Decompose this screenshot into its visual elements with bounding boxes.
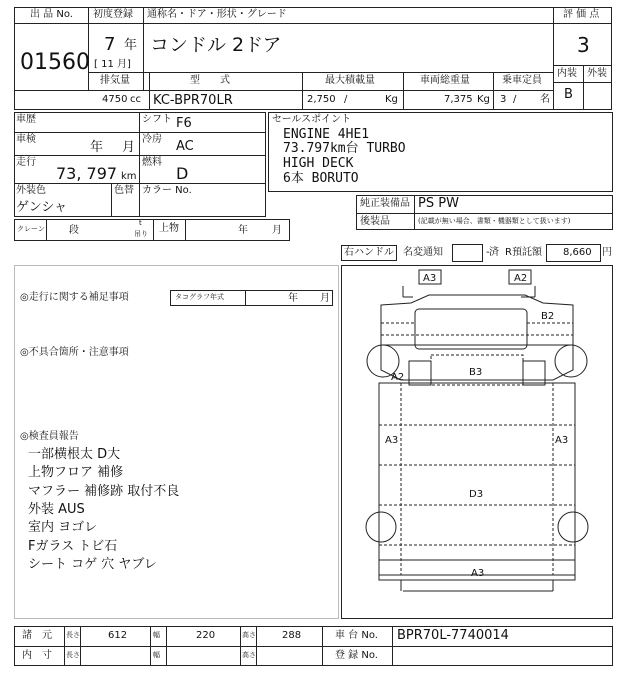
width-label: 幅 xyxy=(153,631,160,639)
inspector-line: シート コゲ 穴 ヤブレ xyxy=(28,557,157,572)
inspector-label: ◎検査員報告 xyxy=(20,431,79,442)
cap-value: 3 xyxy=(500,94,507,105)
score-value: 3 xyxy=(577,33,590,57)
score-label: 評 価 点 xyxy=(563,9,600,20)
mark-a3-bottom: A3 xyxy=(471,568,485,579)
len-label: 長さ xyxy=(66,631,80,639)
inner-width-label: 幅 xyxy=(153,651,160,659)
car-name: コンドル 2ドア xyxy=(150,34,282,56)
inspector-line: マフラー 補修跡 取付不良 xyxy=(28,484,180,499)
mark-b3: B3 xyxy=(469,367,483,378)
crane-steps: 段 xyxy=(69,225,79,236)
mark-b2: B2 xyxy=(541,311,555,322)
name-label: 通称名・ドア・形状・グレード xyxy=(147,9,287,20)
inspector-line: 外装 AUS xyxy=(28,502,85,517)
lot-label: 出 品 No. xyxy=(30,9,73,20)
mark-a3-left: A3 xyxy=(385,435,399,446)
inner-height-label: 高さ xyxy=(242,651,256,659)
mileage-unit: km xyxy=(121,171,137,182)
after-parts-label: 後装品 xyxy=(360,216,390,227)
mileage-label: 走行 xyxy=(16,157,36,168)
inspection-label: 車検 xyxy=(16,134,36,145)
crane-row xyxy=(14,219,290,241)
loading-month: 月 xyxy=(272,225,282,236)
load-value: 2,750 xyxy=(307,94,336,105)
sales-point-line: 73.797km台 TURBO xyxy=(283,141,406,156)
color-no-label: カラー No. xyxy=(142,185,192,196)
r-mileage-value: 8,660 xyxy=(563,247,592,258)
color-label: 外装色 xyxy=(16,185,46,196)
ac-value: AC xyxy=(176,139,194,154)
ac-label: 冷房 xyxy=(142,134,162,145)
sales-point-line: ENGINE 4HE1 xyxy=(283,127,370,142)
r-mileage-label: R預託額 xyxy=(505,247,542,258)
gross-label: 車両総重量 xyxy=(420,75,470,86)
sales-point-label: セールスポイント xyxy=(272,114,352,125)
inner-label: 内 寸 xyxy=(22,650,52,661)
model-label: 型 式 xyxy=(190,75,230,86)
mileage-value: 73, 797 xyxy=(56,164,118,183)
cap-label: 乗車定員 xyxy=(502,75,542,86)
truck-diagram xyxy=(341,265,613,619)
gross-unit: Kg xyxy=(477,94,490,105)
inner-len-label: 長さ xyxy=(66,651,80,659)
fuel-value: D xyxy=(176,164,189,183)
crane-label: クレーン xyxy=(17,225,45,233)
rhd-label: 右ハンドル xyxy=(344,247,394,258)
mark-a3-top-left: A3 xyxy=(423,273,437,284)
reg-month: [ 11 月] xyxy=(94,59,131,70)
interior-label: 内装 xyxy=(557,68,577,79)
inspector-line: 上物フロア 補修 xyxy=(28,465,124,480)
cap-unit: 名 xyxy=(540,94,550,105)
reg-no-label: 登 録 No. xyxy=(335,650,378,661)
tachograph-label: タコグラフ年式 xyxy=(175,293,224,301)
reg-year-unit: 年 xyxy=(124,38,138,53)
load-slash: / xyxy=(344,94,348,105)
loading-label: 上物 xyxy=(159,223,179,234)
dims-label: 諸 元 xyxy=(22,630,52,641)
mark-d3: D3 xyxy=(469,489,484,500)
reg-year: 7 xyxy=(104,34,116,55)
disp-label: 排気量 xyxy=(100,75,130,86)
len-value: 612 xyxy=(108,630,128,641)
crane-lift: 吊り xyxy=(134,230,148,238)
mark-a2-left: A2 xyxy=(391,372,405,383)
after-parts-note: (記載が無い場合、書類・機器類として扱います) xyxy=(418,217,571,225)
disp-unit: cc xyxy=(130,94,141,105)
chassis-value: BPR70L-7740014 xyxy=(397,628,509,643)
inspector-line: Fガラス トビ石 xyxy=(28,539,118,554)
name-change-box xyxy=(452,244,483,262)
name-change-label: 名変通知 xyxy=(403,247,443,258)
equipment-value: PS PW xyxy=(418,196,459,211)
sales-point-line: 6本 BORUTO xyxy=(283,171,359,186)
inspector-line: 室内 ヨゴレ xyxy=(28,520,98,535)
gross-value: 7,375 xyxy=(444,94,473,105)
chassis-label: 車 台 No. xyxy=(335,630,378,641)
inspection-year: 年 xyxy=(90,140,104,155)
width-value: 220 xyxy=(196,630,216,641)
disp-value: 4750 xyxy=(102,94,128,105)
defects-label: ◎不具合箇所・注意事項 xyxy=(20,347,129,358)
color-value: ゲンシャ xyxy=(16,200,68,215)
status-dash: - xyxy=(486,247,490,258)
mark-a2-top-right: A2 xyxy=(514,273,528,284)
tacho-month: 月 xyxy=(320,293,330,304)
sales-point-line: HIGH DECK xyxy=(283,156,354,171)
interior-score: B xyxy=(564,87,573,102)
inspection-month: 月 xyxy=(122,140,136,155)
height-label: 高さ xyxy=(242,631,256,639)
warranty-label: 済 xyxy=(489,247,499,258)
load-unit: Kg xyxy=(385,94,398,105)
loading-year: 年 xyxy=(238,225,248,236)
driving-notes-label: ◎走行に関する補足事項 xyxy=(20,292,129,303)
shift-label: シフト xyxy=(142,114,172,125)
mark-a3-right: A3 xyxy=(555,435,569,446)
equipment-label: 純正装備品 xyxy=(360,198,410,209)
cap-slash: / xyxy=(513,94,517,105)
first-reg-label: 初度登録 xyxy=(93,9,133,20)
lot-number: 01560 xyxy=(20,50,90,75)
exterior-label: 外装 xyxy=(587,68,607,79)
history-label: 車歴 xyxy=(16,114,36,125)
r-mileage-unit: 円 xyxy=(602,247,612,258)
height-value: 288 xyxy=(282,630,302,641)
color-change-label: 色替 xyxy=(114,185,134,196)
tacho-year: 年 xyxy=(288,293,298,304)
crane-t: t xyxy=(139,219,142,227)
fuel-label: 燃料 xyxy=(142,157,162,168)
load-label: 最大積載量 xyxy=(325,75,375,86)
shift-value: F6 xyxy=(176,116,192,131)
inspector-line: 一部横根太 D大 xyxy=(28,447,121,462)
model-value: KC-BPR70LR xyxy=(153,93,233,108)
